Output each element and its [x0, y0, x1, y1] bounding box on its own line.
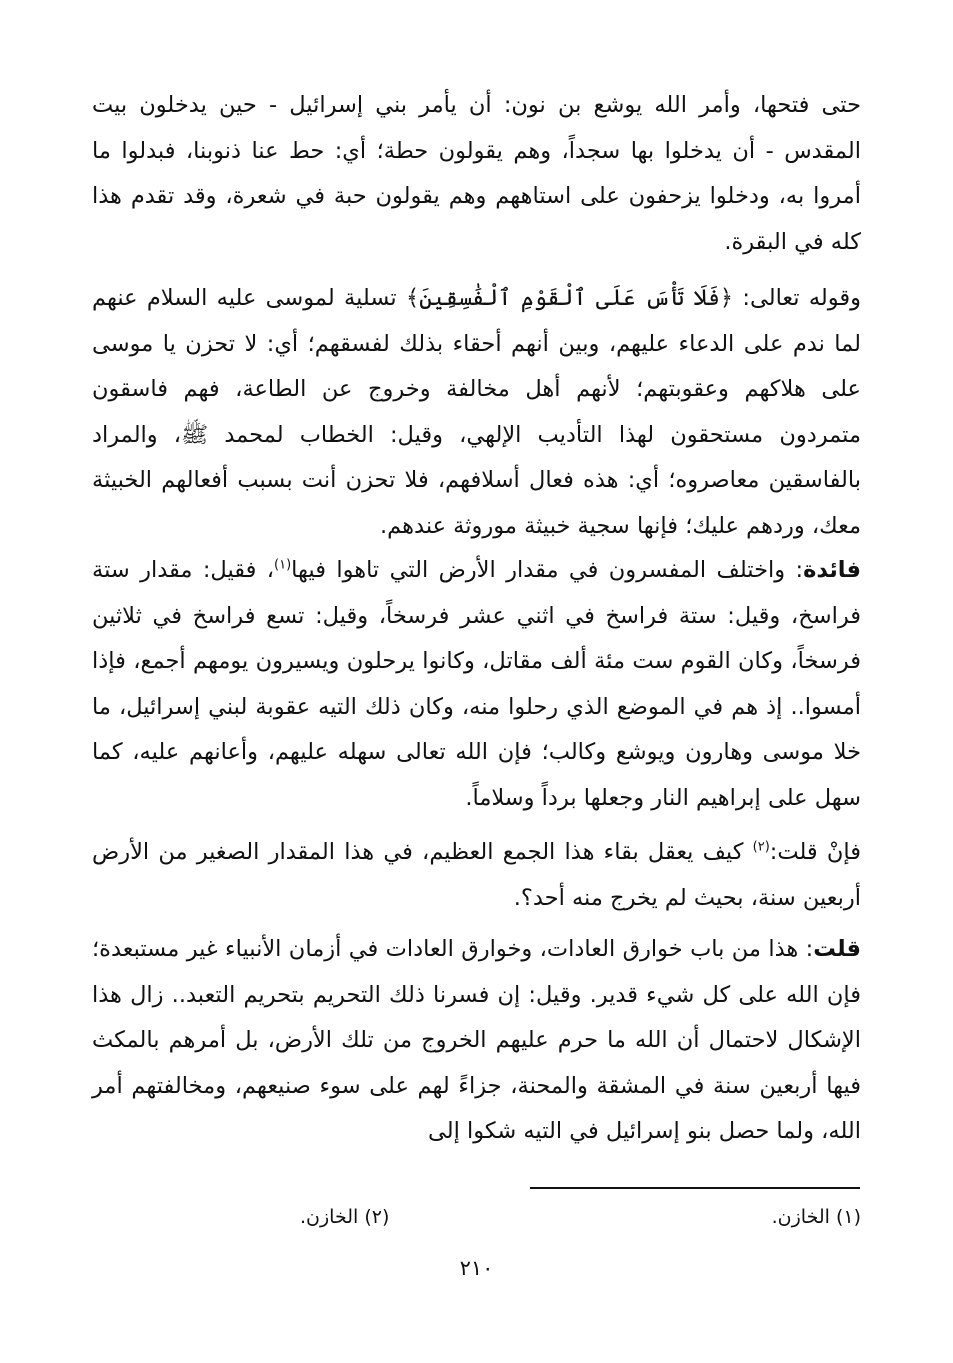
footnote-2: (٢) الخازن. — [300, 1206, 390, 1228]
paragraph-2 — [92, 276, 861, 549]
paragraph-4 — [92, 830, 861, 921]
page-number: ٢١٠ — [459, 1256, 494, 1280]
footnote-1: (١) الخازن. — [771, 1206, 861, 1228]
paragraph-5 — [92, 927, 861, 1155]
paragraph-4-text-start: فإنْ قلت: — [769, 839, 861, 865]
paragraph-3-text-end: ، فقيل: مقدار ستة فراسخ، وقيل: ستة فراسخ في اثني عشر فرسخاً، وقيل: تسع فراسخ في ثلاثين فرسخاً، وكان القوم ست مئة ألف مقاتل، وكانوا يرحلون ويسيرون يومهم أجمع، فإذا أمسوا.. إذ هم في الموضع الذي رحلوا منه، وكان ذلك التيه عقوبة لبني إسرائيل، ما خلا موسى وهارون ويوشع وكالب؛ فإن الله تعالى سهله عليهم، وأعانهم عليه، كما سهل على إبراهيم النار وجعلها برداً وسلاماً. — [92, 557, 861, 811]
paragraph-2-text: تسلية لموسى عليه السلام عنهم لما ندم على الدعاء عليهم، وبين أنهم أحقاء بذلك لفسقهم؛ أي: لا تحزن يا موسى على هلاكهم وعقوبتهم؛ لأنهم أهل مخالفة وخروج عن الطاعة، فهم فاسقون متمردون مستحقون لهذا التأديب الإلهي، وقيل: الخطاب لمحمد ﷺ، والمراد بالفاسقين معاصروه؛ أي: هذه فعال أسلافهم، فلا تحزن أنت بسبب أفعالهم الخبيثة معك، وردهم عليك؛ فإنها سجية خبيثة موروثة عندهم. — [92, 285, 861, 539]
paragraph-5-text: : هذا من باب خوارق العادات، وخوارق العادات في أزمان الأنبياء غير مستبعدة؛ فإن الله على كل شيء قدير. وقيل: إن فسرنا ذلك التحريم بتحريم التعبد.. زال هذا الإشكال لاحتمال أن الله ما حرم عليهم الخروج من تلك الأرض، بل أمرهم بالمكث فيها أربعين سنة في المشقة والمحنة، جزاءً لهم على سوء صنيعهم، ومخالفتهم أمر الله، ولما حصل بنو إسرائيل في التيه شكوا إلى — [92, 936, 861, 1144]
footnote-ref-1: (١) — [274, 557, 292, 573]
footnote-ref-2: (٢) — [752, 839, 770, 855]
paragraph-2-intro: وقوله تعالى: — [733, 285, 861, 311]
paragraph-3 — [92, 548, 861, 821]
footnotes — [300, 1203, 861, 1231]
paragraph-3-lead: فائدة — [803, 557, 861, 583]
paragraph-5-lead: قلت — [813, 936, 861, 962]
paragraph-3-text-start: : واختلف المفسرون في مقدار الأرض التي تاهوا فيها — [291, 557, 804, 583]
footnote-divider — [530, 1187, 860, 1189]
quran-verse: ﴿فَلَا تَأْسَ عَلَى ٱلْقَوْمِ ٱلْفَٰسِقِينَ﴾ — [405, 285, 734, 311]
paragraph-4-text-end: كيف يعقل بقاء هذا الجمع العظيم، في هذا المقدار الصغير من الأرض أربعين سنة، بحيث لم يخرج منه أحد؟. — [92, 839, 861, 911]
paragraph-1 — [92, 83, 861, 265]
paragraph-1-text: حتى فتحها، وأمر الله يوشع بن نون: أن يأمر بني إسرائيل - حين يدخلون بيت المقدس - أن يدخلوا بها سجداً، وهم يقولون حطة؛ أي: حط عنا ذنوبنا، فبدلوا ما أمروا به، ودخلوا يزحفون على استاههم وهم يقولون حبة في شعرة، وقد تقدم هذا كله في البقرة. — [92, 92, 861, 255]
